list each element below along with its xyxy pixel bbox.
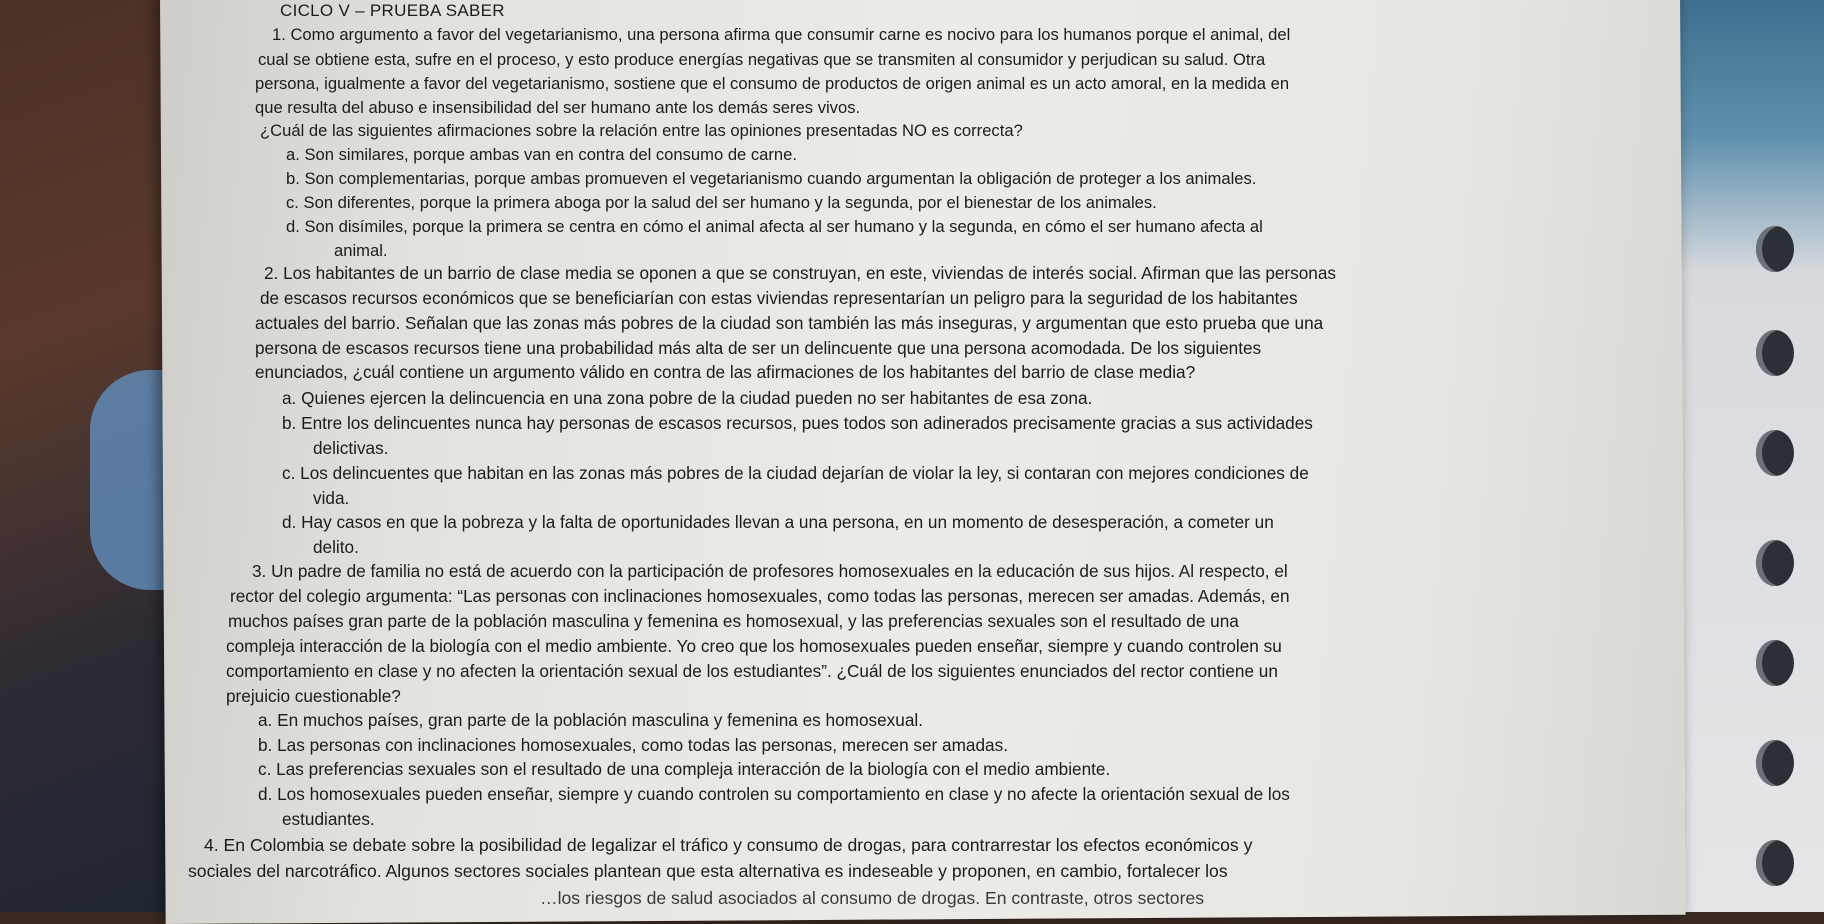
question-2-text: persona de escasos recursos tiene una probabilidad más alta de ser un delincuente que una persona acomodada. De los siguientes: [255, 338, 1262, 358]
question-2-text: actuales del barrio. Señalan que las zonas más pobres de la ciudad son también las más inseguras, y argumentan que esto prueba que una: [255, 313, 1324, 333]
question-2-option-d: delito.: [313, 537, 359, 557]
binder-ring: [1756, 330, 1794, 376]
question-1-option-a: a. Son similares, porque ambas van en contra del consumo de carne.: [286, 145, 798, 164]
question-4-text: sociales del narcotráfico. Algunos sectores sociales plantean que esta alternativa es indeseable y proponen, en cambio, fortalecer los: [188, 861, 1228, 881]
binder-ring: [1756, 430, 1794, 476]
question-1-prompt: ¿Cuál de las siguientes afirmaciones sobre la relación entre las opiniones presentadas NO es correcta?: [260, 121, 1023, 140]
question-1-text: 1. Como argumento a favor del vegetarianismo, una persona afirma que consumir carne es nocivo para los humanos porque el animal, del: [272, 25, 1291, 44]
binder-ring: [1756, 740, 1794, 786]
question-1-option-c: c. Son diferentes, porque la primera aboga por la salud del ser humano y la segunda, por el bienestar de los animales.: [286, 193, 1157, 212]
question-3-text: muchos países gran parte de la población masculina y femenina es homosexual, y las preferencias sexuales son el resultado de una: [228, 611, 1239, 631]
question-2-prompt: enunciados, ¿cuál contiene un argumento válido en contra de las afirmaciones de los habitantes del barrio de clase media?: [255, 362, 1196, 382]
question-4-text: 4. En Colombia se debate sobre la posibilidad de legalizar el tráfico y consumo de drogas, para contrarrestar los efectos económicos y: [204, 835, 1253, 855]
question-3-option-a: a. En muchos países, gran parte de la población masculina y femenina es homosexual.: [258, 710, 923, 730]
question-2-option-c: vida.: [313, 488, 350, 508]
binder-ring: [1756, 540, 1794, 586]
question-3-option-d: estudiantes.: [282, 809, 375, 829]
question-3-option-d: d. Los homosexuales pueden enseñar, siempre y cuando controlen su comportamiento en clase y no afecte la orientación sexual de los: [258, 784, 1290, 804]
question-3-option-c: c. Las preferencias sexuales son el resultado de una compleja interacción de la biología con el medio ambiente.: [258, 759, 1111, 779]
question-4-text-partial: …los riesgos de salud asociados al consumo de drogas. En contraste, otros sectores: [540, 888, 1205, 908]
question-2-text: de escasos recursos económicos que se beneficiarían con estas viviendas representarían un peligro para la seguridad de los habitantes: [260, 288, 1298, 308]
question-3-text: compleja interacción de la biología con el medio ambiente. Yo creo que los homosexuales pueden enseñar, siempre y cuando controlen su: [226, 636, 1282, 656]
question-1-text: cual se obtiene esta, sufre en el proceso, y esto produce energías negativas que se transmiten al consumidor y perjudican su salud. Otra: [258, 50, 1266, 69]
question-3-prompt: prejuicio cuestionable?: [226, 686, 401, 706]
question-1-option-d: animal.: [334, 241, 388, 260]
question-3-option-b: b. Las personas con inclinaciones homosexuales, como todas las personas, merecen ser amadas.: [258, 735, 1008, 755]
binder-ring: [1756, 226, 1794, 272]
question-1-text: que resulta del abuso e insensibilidad del ser humano ante los demás seres vivos.: [255, 98, 861, 117]
question-1-option-b: b. Son complementarias, porque ambas promueven el vegetarianismo cuando argumentan la obligación de proteger a los animales.: [286, 169, 1257, 188]
question-3-text: comportamiento en clase y no afecten la orientación sexual de los estudiantes”. ¿Cuál de los siguientes enunciados del rector contiene un: [226, 661, 1278, 681]
page-title: CICLO V – PRUEBA SABER: [280, 1, 505, 20]
question-2-text: 2. Los habitantes de un barrio de clase media se oponen a que se construyan, en este, viviendas de interés social. Afirman que las personas: [264, 263, 1337, 283]
question-1-option-d: d. Son disímiles, porque la primera se centra en cómo el animal afecta al ser humano y la segunda, en cómo el ser humano afecta al: [286, 217, 1263, 236]
question-2-option-d: d. Hay casos en que la pobreza y la falta de oportunidades llevan a una persona, en un momento de desesperación, a cometer un: [282, 512, 1274, 532]
question-2-option-c: c. Los delincuentes que habitan en las zonas más pobres de la ciudad dejarían de violar la ley, si contaran con mejores condiciones de: [282, 463, 1309, 483]
question-2-option-b: delictivas.: [313, 438, 389, 458]
question-2-option-a: a. Quienes ejercen la delincuencia en una zona pobre de la ciudad pueden no ser habitantes de esa zona.: [282, 388, 1093, 408]
question-3-text: 3. Un padre de familia no está de acuerdo con la participación de profesores homosexuales en la educación de sus hijos. Al respecto, el: [252, 561, 1288, 581]
binder-ring: [1756, 840, 1794, 886]
question-3-text: rector del colegio argumenta: “Las personas con inclinaciones homosexuales, como todas las personas, merecen ser amadas. Además, en: [230, 586, 1290, 606]
binder-ring: [1756, 640, 1794, 686]
question-2-option-b: b. Entre los delincuentes nunca hay personas de escasos recursos, pues todos son adinerados precisamente gracias a sus actividades: [282, 413, 1313, 433]
question-1-text: persona, igualmente a favor del vegetarianismo, sostiene que el consumo de productos de origen animal es un acto amoral, en la medida en: [255, 74, 1290, 93]
